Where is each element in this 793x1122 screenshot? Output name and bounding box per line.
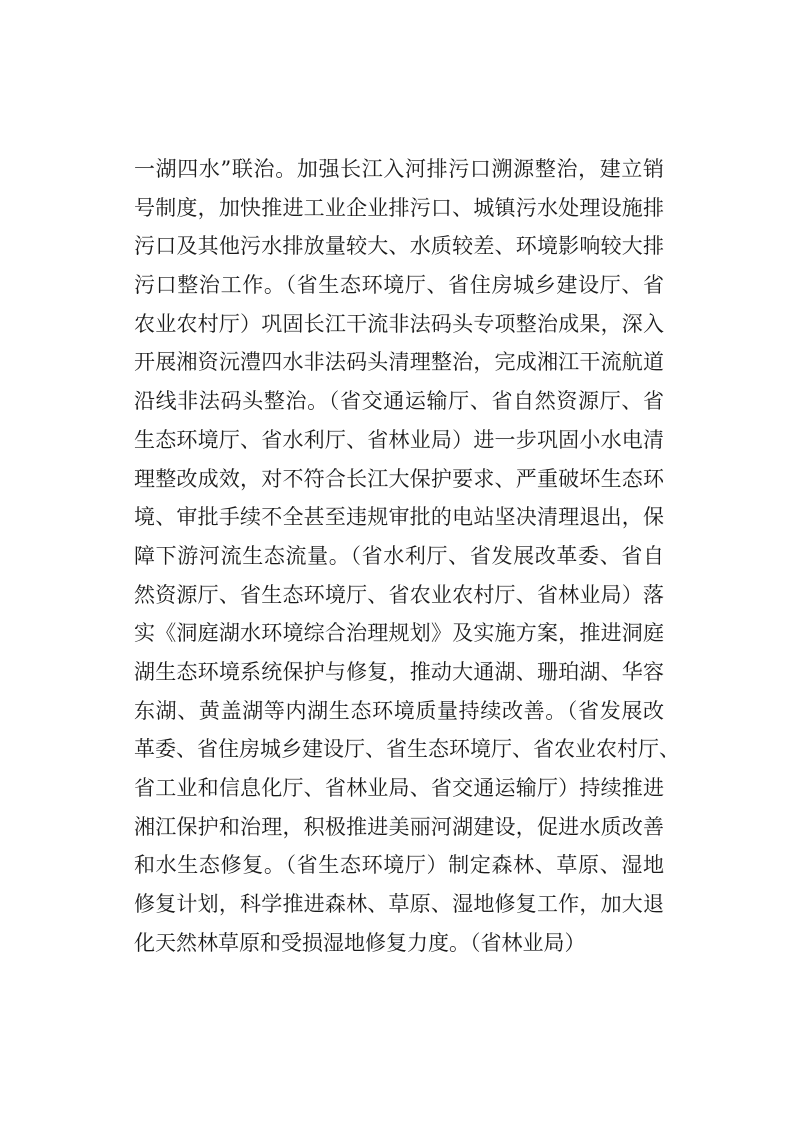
text-line: 生态环境厅、省水利厅、省林业局）进一步巩固小水电清	[134, 427, 664, 452]
text-line: 实《洞庭湖水环境综合治理规划》及实施方案，推进洞庭	[134, 621, 664, 646]
text-line: 开展湘资沅澧四水非法码头清理整治，完成湘江干流航道	[134, 350, 664, 375]
text-line: 革委、省住房城乡建设厅、省生态环境厅、省农业农村厅、	[134, 737, 680, 762]
text-line: 然资源厅、省生态环境厅、省农业农村厅、省林业局）落	[134, 582, 664, 607]
text-line: 境、审批手续不全甚至违规审批的电站坚决清理退出，保	[134, 505, 664, 530]
text-line: 障下游河流生态流量。（省水利厅、省发展改革委、省自	[134, 543, 664, 568]
text-line: 污口整治工作。（省生态环境厅、省住房城乡建设厅、省	[134, 273, 664, 298]
text-line: 东湖、黄盖湖等内湖生态环境质量持续改善。（省发展改	[134, 698, 664, 723]
text-line: 理整改成效，对不符合长江大保护要求、严重破坏生态环	[134, 466, 664, 491]
text-line: 省工业和信息化厅、省林业局、省交通运输厅）持续推进	[134, 776, 664, 800]
body-paragraph	[134, 150, 680, 962]
text-line: 污口及其他污水排放量较大、水质较差、环境影响较大排	[134, 234, 664, 259]
text-line: 湖生态环境系统保护与修复，推动大通湖、珊珀湖、华容	[134, 659, 664, 684]
text-line: 化天然林草原和受损湿地修复力度。（省林业局）	[134, 930, 586, 955]
text-line: 沿线非法码头整治。（省交通运输厅、省自然资源厅、省	[134, 389, 664, 414]
text-line: 和水生态修复。（省生态环境厅）制定森林、草原、湿地	[134, 853, 664, 878]
text-line: 号制度，加快推进工业企业排污口、城镇污水处理设施排	[134, 195, 664, 220]
text-line: 一湖四水”联治。加强长江入河排污口溯源整治，建立销	[134, 157, 664, 181]
text-line: 修复计划，科学推进森林、草原、湿地修复工作，加大退	[134, 892, 664, 917]
text-line: 湘江保护和治理，积极推进美丽河湖建设，促进水质改善	[134, 814, 664, 839]
text-line: 农业农村厅）巩固长江干流非法码头专项整治成果，深入	[134, 311, 664, 336]
